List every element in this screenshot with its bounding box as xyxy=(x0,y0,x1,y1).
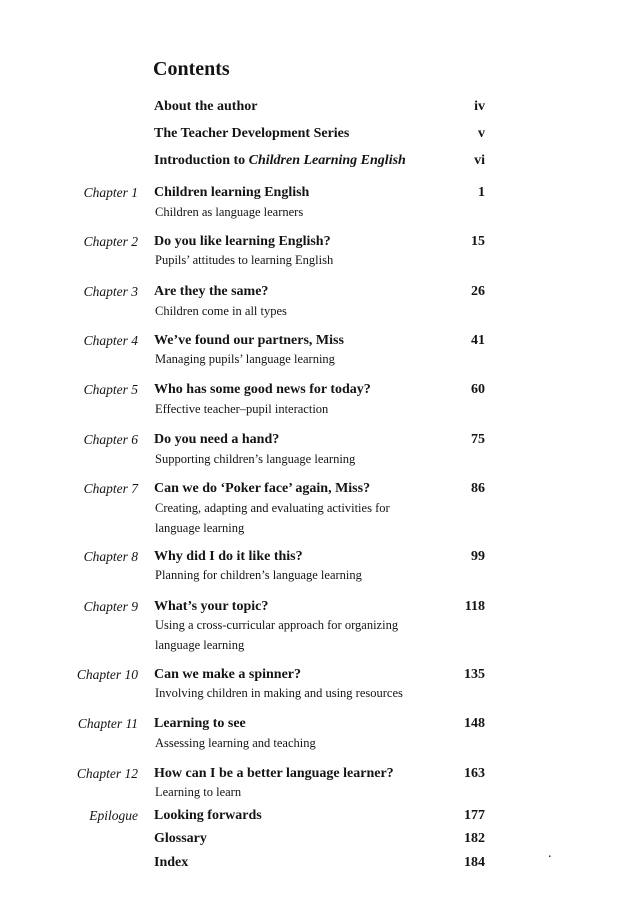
chapter-subtitle xyxy=(155,684,403,704)
chapter-page: 118 xyxy=(464,599,485,614)
chapter-label: Chapter 3 xyxy=(83,284,138,299)
chapter-subtitle xyxy=(155,499,390,538)
chapter-page: 148 xyxy=(464,716,485,731)
chapter-title: How can I be a better language learner? xyxy=(154,766,394,781)
chapter-page: 15 xyxy=(471,234,485,249)
chapter-subtitle-line: Using a cross-curricular approach for organizing xyxy=(155,618,399,632)
toc-entry-title: About the author xyxy=(154,99,258,114)
chapter-label: Chapter 9 xyxy=(83,599,138,614)
chapter-title: Children learning English xyxy=(154,185,310,200)
chapter-title: Why did I do it like this? xyxy=(154,549,303,564)
toc-entry-page: 184 xyxy=(464,855,485,870)
toc-entry-title: The Teacher Development Series xyxy=(154,126,350,141)
chapter-subtitle xyxy=(155,566,362,586)
chapter-title: Are they the same? xyxy=(154,284,269,299)
chapter-label: Chapter 5 xyxy=(83,382,138,397)
chapter-subtitle-line: Children as language learners xyxy=(155,205,304,219)
chapter-title: What’s your topic? xyxy=(154,599,269,614)
toc-entry-page: vi xyxy=(474,153,485,168)
toc-entry-title: Looking forwards xyxy=(154,808,262,823)
chapter-subtitle-line: Creating, adapting and evaluating activities for xyxy=(155,501,390,515)
chapter-page: 86 xyxy=(471,481,485,496)
chapter-subtitle-line: Supporting children’s language learning xyxy=(155,452,356,466)
chapter-label: Chapter 10 xyxy=(76,667,138,682)
toc-entry-page: iv xyxy=(474,99,485,114)
toc-entry-title-plain: Introduction to xyxy=(154,153,249,168)
chapter-subtitle xyxy=(155,734,316,754)
chapter-subtitle-line: Learning to learn xyxy=(155,785,242,799)
chapter-title: Do you need a hand? xyxy=(154,432,280,447)
chapter-label: Chapter 4 xyxy=(83,333,138,348)
stray-mark: . xyxy=(548,846,552,861)
chapter-subtitle-line: Pupils’ attitudes to learning English xyxy=(155,253,334,267)
chapter-subtitle-line: Assessing learning and teaching xyxy=(155,736,316,750)
chapter-subtitle xyxy=(155,350,335,370)
chapter-page: 41 xyxy=(471,333,485,348)
chapter-subtitle xyxy=(155,251,333,271)
chapter-title: Learning to see xyxy=(154,716,246,731)
chapter-title: Can we do ‘Poker face’ again, Miss? xyxy=(154,481,371,496)
chapter-title: Do you like learning English? xyxy=(154,234,331,249)
chapter-label: Epilogue xyxy=(89,808,138,823)
chapter-page: 26 xyxy=(471,284,485,299)
chapter-label: Chapter 1 xyxy=(83,185,138,200)
chapter-label: Chapter 6 xyxy=(83,432,138,447)
toc-entry-title: Index xyxy=(154,855,189,870)
chapter-label: Chapter 12 xyxy=(76,766,138,781)
chapter-subtitle-line: language learning xyxy=(155,520,245,535)
toc-entry-page: 182 xyxy=(464,831,485,846)
toc-entry-title: Glossary xyxy=(154,831,207,846)
chapter-subtitle-line: Planning for children’s language learning xyxy=(155,568,362,582)
toc-entry-page: v xyxy=(478,126,485,141)
chapter-page: 75 xyxy=(471,432,485,447)
chapter-subtitle xyxy=(155,400,328,420)
chapter-subtitle xyxy=(155,450,355,470)
toc-entry-page: 177 xyxy=(464,808,485,823)
chapter-label: Chapter 2 xyxy=(83,234,138,249)
chapter-title: Who has some good news for today? xyxy=(154,382,371,397)
page-title: Contents xyxy=(153,58,230,80)
chapter-page: 60 xyxy=(471,382,485,397)
chapter-subtitle-line: Children come in all types xyxy=(155,304,287,318)
chapter-subtitle-line: language learning xyxy=(155,637,245,652)
chapter-subtitle-line: Involving children in making and using resources xyxy=(155,686,403,700)
chapter-label: Chapter 7 xyxy=(83,481,138,496)
chapter-subtitle xyxy=(155,616,398,655)
chapter-subtitle xyxy=(155,203,303,223)
chapter-label: Chapter 11 xyxy=(77,716,138,731)
toc-entry-title xyxy=(154,153,406,169)
chapter-subtitle-line: Effective teacher–pupil interaction xyxy=(155,402,329,416)
chapter-title: Can we make a spinner? xyxy=(154,667,302,682)
chapter-subtitle-line: Managing pupils’ language learning xyxy=(155,352,335,366)
chapter-subtitle xyxy=(155,302,287,322)
chapter-label: Chapter 8 xyxy=(83,549,138,564)
chapter-page: 163 xyxy=(464,766,485,781)
chapter-page: 1 xyxy=(478,185,485,200)
chapter-page: 135 xyxy=(464,667,485,682)
chapter-title: We’ve found our partners, Miss xyxy=(154,333,344,348)
chapter-page: 99 xyxy=(471,549,485,564)
toc-entry-title-italic: Children Learning English xyxy=(248,153,406,168)
chapter-subtitle xyxy=(155,783,241,803)
